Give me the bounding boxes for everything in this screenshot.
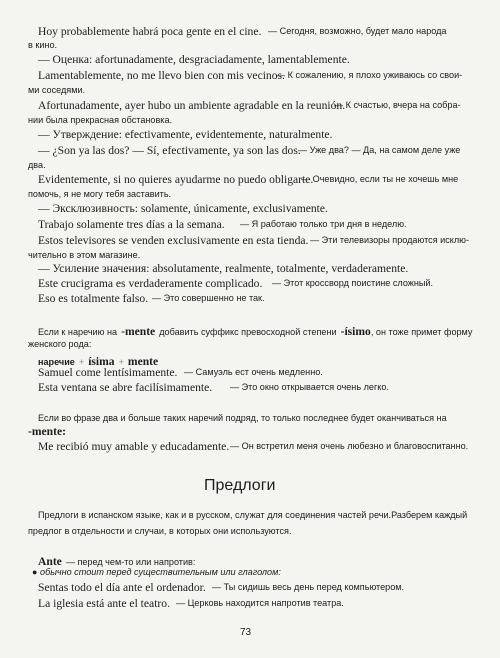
category-line-exclusivity: — Эксклюзивность: solamente, únicamente, exclusivamente.	[38, 202, 328, 215]
category-line-intensification: — Усиление значения: absolutamente, realmente, totalmente, verdaderamente.	[38, 262, 409, 275]
spanish-sentence: Este crucigrama es verdaderamente complicado.	[38, 277, 263, 290]
russian-translation: — Самуэль ест очень медленно.	[184, 367, 323, 377]
page-number: 73	[240, 627, 252, 638]
translation-continuation: ми соседями.	[28, 85, 86, 95]
plus-sign: +	[78, 357, 85, 367]
spanish-sentence: Eso es totalmente falso.	[38, 292, 149, 305]
spanish-sentence: Afortunadamente, ayer hubo un ambiente agradable en la reunión.	[38, 99, 346, 112]
translation-continuation: два.	[28, 160, 46, 170]
russian-translation: — Ты сидишь весь день перед компьютером.	[212, 582, 405, 592]
russian-translation: — Я работаю только три дня в неделю.	[240, 219, 407, 229]
russian-translation: — Сегодня, возможно, будет мало народа	[268, 26, 447, 36]
russian-translation: — Очевидно, если ты не хочешь мне	[301, 174, 459, 184]
plus-sign: +	[118, 357, 124, 367]
spanish-sentence: Trabajo solamente tres días a la semana.	[38, 218, 225, 231]
rule-text-part: Если к наречию на	[38, 327, 118, 337]
spanish-sentence: La iglesia está ante el teatro.	[38, 597, 170, 610]
suffix-mente: -mente:	[28, 425, 66, 438]
spanish-sentence: Lamentablemente, no me llevo bien con mis vecinos.	[38, 69, 285, 82]
spanish-sentence: Sentas todo el día ante el ordenador.	[38, 581, 206, 594]
russian-translation: — Этот кроссворд поистине сложный.	[272, 278, 434, 288]
spanish-sentence: Esta ventana se abre facilísimamente.	[38, 381, 213, 394]
russian-translation: — Церковь находится напротив театра.	[176, 598, 344, 608]
spanish-sentence: — ¿Son ya las dos? — Sí, efectivamente, ya son las dos.	[38, 144, 301, 157]
russian-translation: — К сожалению, я плохо уживаюсь со свои-	[276, 70, 463, 80]
usage-note: ● обычно стоит перед существительным или глаголом:	[32, 567, 281, 577]
russian-translation: — Он встретил меня очень любезно и благовоспитанно.	[230, 441, 469, 451]
translation-continuation: помочь, я не могу тебя заставить.	[28, 189, 172, 199]
formula-term: наречие	[38, 357, 75, 367]
formula-suffix: ísima	[88, 355, 115, 368]
spanish-sentence: Hoy probablemente habrá poca gente en el cine.	[38, 25, 262, 38]
suffix-mente: -mente	[121, 325, 156, 338]
russian-translation: — К счастью, вчера на собра-	[334, 100, 461, 110]
rule-text	[38, 323, 500, 339]
rule-text-part: добавить суффикс превосходной степени	[159, 327, 337, 337]
paragraph-text: предлог в отдельности и случаи, в которых они используются.	[28, 526, 292, 536]
spanish-sentence: Estos televisores se venden exclusivamente en esta tienda.	[38, 234, 309, 247]
spanish-sentence: Evidentemente, si no quieres ayudarme no puedo obligarte.	[38, 173, 314, 186]
preposition-term: Ante	[38, 555, 62, 568]
russian-translation: — Уже два? — Да, на самом деле уже	[298, 145, 461, 155]
translation-continuation: чительно в этом магазине.	[28, 250, 141, 260]
rule-text-part: , он тоже примет форму	[370, 327, 473, 337]
russian-translation: — Это совершенно не так.	[152, 293, 265, 303]
spanish-sentence: Samuel come lentísimamente.	[38, 366, 178, 379]
russian-translation: — Эти телевизоры продаются исклю-	[310, 235, 470, 245]
rule-text: Если во фразе два и больше таких наречий подряд, то только последнее будет оканчиваться на	[38, 413, 447, 423]
rule-text-continuation: женского рода:	[28, 339, 92, 349]
russian-translation: — Это окно открывается очень легко.	[230, 382, 389, 392]
category-line-affirmation: — Утверждение: efectivamente, evidentemente, naturalmente.	[38, 128, 333, 141]
spanish-sentence: Me recibió muy amable y educadamente.	[38, 440, 230, 453]
preposition-meaning: — перед чем-то или напротив:	[65, 557, 196, 567]
category-line-assessment: — Оценка: afortunadamente, desgraciadamente, lamentablemente.	[38, 53, 350, 66]
paragraph-text: Предлоги в испанском языке, как и в русском, служат для соединения частей речи.Разберем каждый	[38, 510, 468, 520]
section-heading: Предлоги	[204, 477, 276, 494]
translation-continuation: нии была прекрасная обстановка.	[28, 115, 173, 125]
translation-continuation: в кино.	[28, 40, 58, 50]
suffix-isimo: -ísimo	[340, 325, 371, 338]
formula-suffix: mente	[127, 355, 159, 368]
